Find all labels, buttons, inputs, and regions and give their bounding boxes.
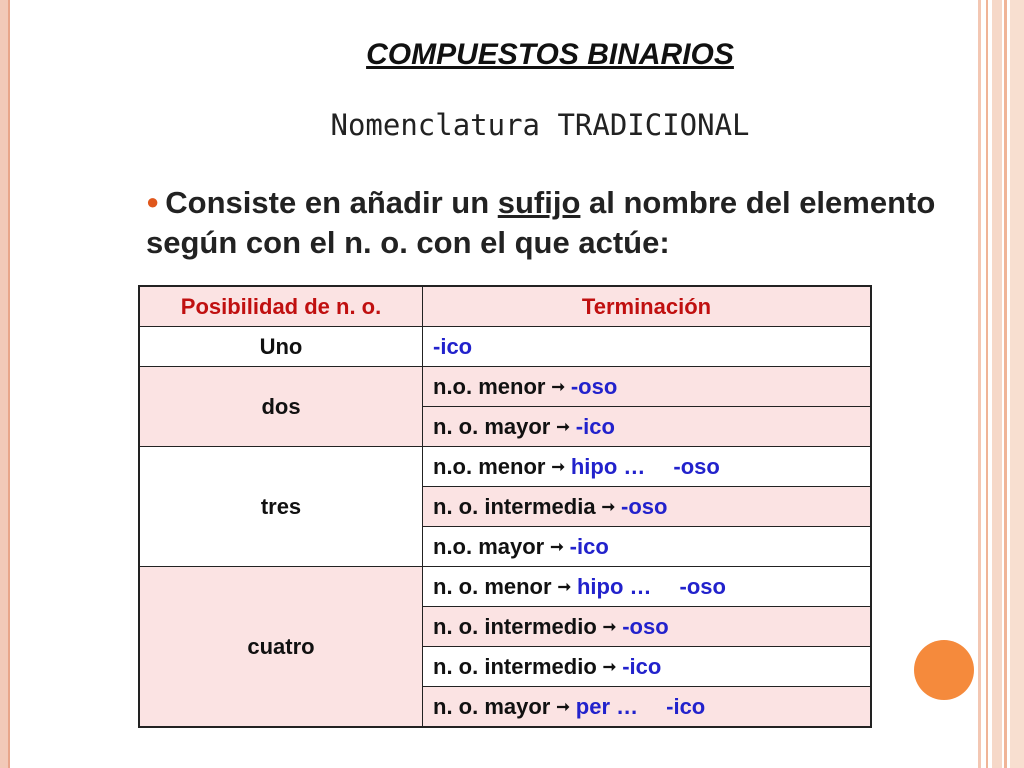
suffix-text: -ico: [569, 533, 609, 559]
suffix-text: -oso: [570, 373, 618, 399]
right-arrow-icon: ➞: [557, 578, 571, 596]
right-arrow-icon: ➞: [601, 498, 615, 516]
table-row: [139, 567, 871, 607]
oxidation-label: n. o. mayor: [433, 693, 551, 719]
possibility-cell: dos: [139, 367, 423, 447]
bullet-text-part2: al nombre del elemento según con el n. o. con el que actúe:: [146, 185, 936, 260]
right-decor-stripes: [978, 0, 1024, 768]
bullet-text-part1: Consiste en añadir un: [165, 185, 498, 220]
slide-title: COMPUESTOS BINARIOS: [366, 38, 734, 71]
termination-cell: [423, 447, 872, 487]
termination-cell: [423, 487, 872, 527]
right-arrow-icon: ➞: [556, 698, 570, 716]
prefix-text: hipo …: [570, 453, 646, 479]
suffix-text: -ico: [575, 413, 615, 439]
slide-subtitle: Nomenclatura TRADICIONAL: [330, 108, 750, 142]
right-arrow-icon: ➞: [602, 618, 617, 636]
termination-cell: [423, 367, 872, 407]
termination-cell: [423, 567, 872, 607]
bullet-paragraph: [146, 182, 946, 263]
termination-cell: [423, 687, 872, 728]
possibility-cell: Uno: [139, 327, 423, 367]
oxidation-label: n. o. intermedio: [433, 653, 597, 679]
suffix-text: -oso: [673, 453, 720, 479]
suffix-text: -oso: [622, 613, 669, 639]
oxidation-label: n. o. intermedia: [433, 493, 596, 519]
right-arrow-icon: ➞: [556, 418, 570, 436]
oxidation-label: n.o. mayor: [433, 533, 545, 559]
orange-circle-decor: [914, 640, 974, 700]
table-row: [139, 367, 871, 407]
termination-cell: [423, 407, 872, 447]
termination-cell: [423, 527, 872, 567]
right-arrow-icon: ➞: [550, 538, 564, 556]
suffix-text: -ico: [433, 333, 473, 359]
table-row: [139, 447, 871, 487]
termination-cell: [423, 607, 872, 647]
left-decor-bar: [0, 0, 12, 768]
table-header-row: [139, 286, 871, 327]
prefix-text: per …: [575, 693, 639, 719]
bullet-icon: ●: [146, 189, 160, 214]
header-termination: Terminación: [423, 286, 872, 327]
header-possibility: Posibilidad de n. o.: [139, 286, 423, 327]
suffix-text: -oso: [679, 573, 726, 599]
oxidation-label: n.o. menor: [433, 373, 546, 399]
right-arrow-icon: ➞: [602, 658, 617, 676]
oxidation-label: n. o. mayor: [433, 413, 551, 439]
suffix-text: -oso: [621, 493, 668, 519]
right-arrow-icon: ➞: [551, 458, 565, 476]
oxidation-label: n. o. menor: [433, 573, 552, 599]
possibility-cell: tres: [139, 447, 423, 567]
possibility-cell: cuatro: [139, 567, 423, 728]
nomenclature-table: [138, 285, 872, 728]
table-row: [139, 327, 871, 367]
prefix-text: hipo …: [576, 573, 652, 599]
oxidation-label: n. o. intermedio: [433, 613, 597, 639]
right-arrow-icon: ➞: [551, 378, 565, 396]
suffix-text: -ico: [622, 653, 662, 679]
termination-cell: [423, 647, 872, 687]
termination-cell: [423, 327, 872, 367]
bullet-text-underlined: sufijo: [497, 185, 581, 220]
oxidation-label: n.o. menor: [433, 453, 546, 479]
suffix-text: -ico: [666, 693, 706, 719]
